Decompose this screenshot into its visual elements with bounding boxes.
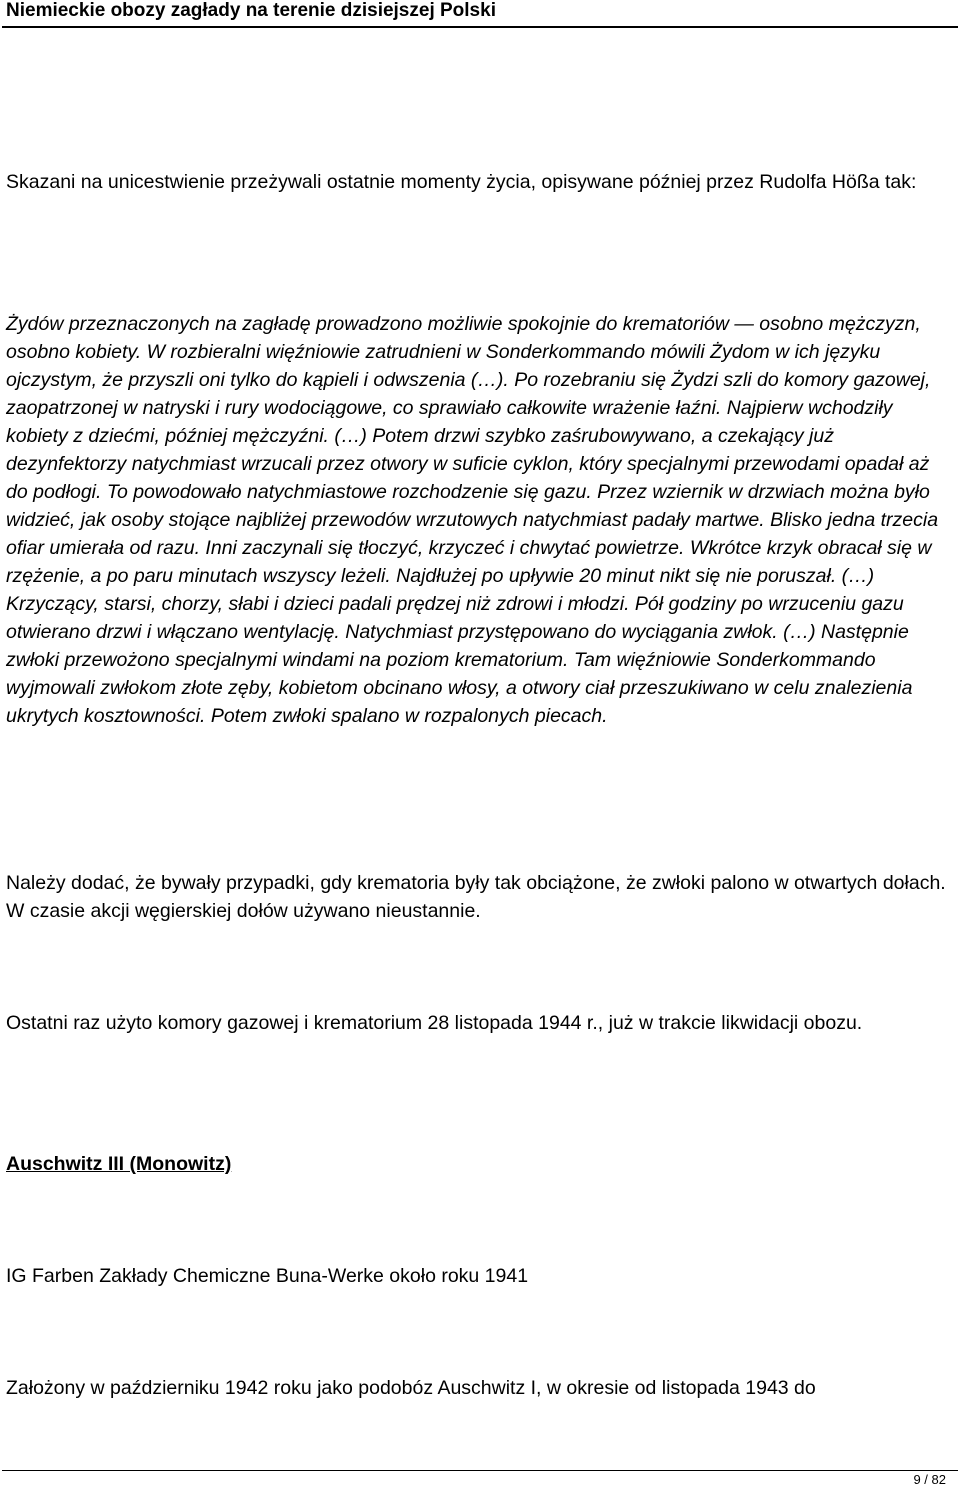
footer-divider <box>2 1470 958 1471</box>
section-heading-auschwitz-iii: Auschwitz III (Monowitz) <box>6 1153 232 1175</box>
header-divider <box>2 26 958 28</box>
page-number: 9 / 82 <box>913 1472 946 1487</box>
image-caption: IG Farben Zakłady Chemiczne Buna-Werke około roku 1941 <box>6 1265 529 1287</box>
last-use-paragraph: Ostatni raz użyto komory gazowej i krematorium 28 listopada 1944 r., już w trakcie likwidacji obozu. <box>6 1012 863 1034</box>
founded-paragraph: Założony w październiku 1942 roku jako podobóz Auschwitz I, w okresie od listopada 1943 do <box>6 1377 816 1399</box>
hoess-quote-paragraph: Żydów przeznaczonych na zagładę prowadzono możliwie spokojnie do krematoriów — osobno mężczyzn, osobno kobiety. W rozbieralni więźniowie zatrudnieni w Sonderkommando mówili Żydom w ich języku ojczystym, że przyszli oni tylko do kąpieli i odwszenia (…). Po rozebraniu się Żydzi szli do komory gazowej, zaopatrzonej w natryski i rury wodociągowe, co sprawiało całkowite wrażenie łaźni. Najpierw wchodziły kobiety z dziećmi, później mężczyźni. (…) Potem drzwi szybko zaśrubowywano, a czekający już dezynfektorzy natychmiast wrzucali przez otwory w suficie cyklon, który specjalnymi przewodami opadał aż do podłogi. To powodowało natychmiastowe rozchodzenie się gazu. Przez wziernik w drzwiach można było widzieć, jak osoby stojące najbliżej przewodów wrzutowych natychmiast padały martwe. Blisko jedna trzecia ofiar umierała od razu. Inni zaczynali się tłoczyć, krzyczeć i chwytać powietrze. Wkrótce krzyk obracał się w rzężenie, a po paru minutach wszyscy leżeli. Najdłużej po upływie 20 minut nikt się nie poruszał. (…) Krzyczący, starsi, chorzy, słabi i dzieci padali prędzej niż zdrowi i młodzi. Pół godziny po wrzuceniu gazu otwierano drzwi i włączano wentylację. Natychmiast przystępowano do wyciągania zwłok. (…) Następnie zwłoki przewożono specjalnymi windami na poziom krematorium. Tam więźniowie Sonderkommando wyjmowali zwłokom złote zęby, kobietom obcinano włosy, a otwory ciał przeszukiwano w celu znalezienia ukrytych kosztowności. Potem zwłoki spalano w rozpalonych piecach. <box>6 313 939 727</box>
running-header-title: Niemieckie obozy zagłady na terenie dzisiejszej Polski <box>6 0 496 21</box>
open-pits-paragraph: Należy dodać, że bywały przypadki, gdy krematoria były tak obciążone, że zwłoki palono w otwartych dołach. W czasie akcji węgierskiej dołów używano nieustannie. <box>6 872 946 922</box>
intro-paragraph: Skazani na unicestwienie przeżywali ostatnie momenty życia, opisywane później przez Rudolfa Hößa tak: <box>6 171 917 193</box>
